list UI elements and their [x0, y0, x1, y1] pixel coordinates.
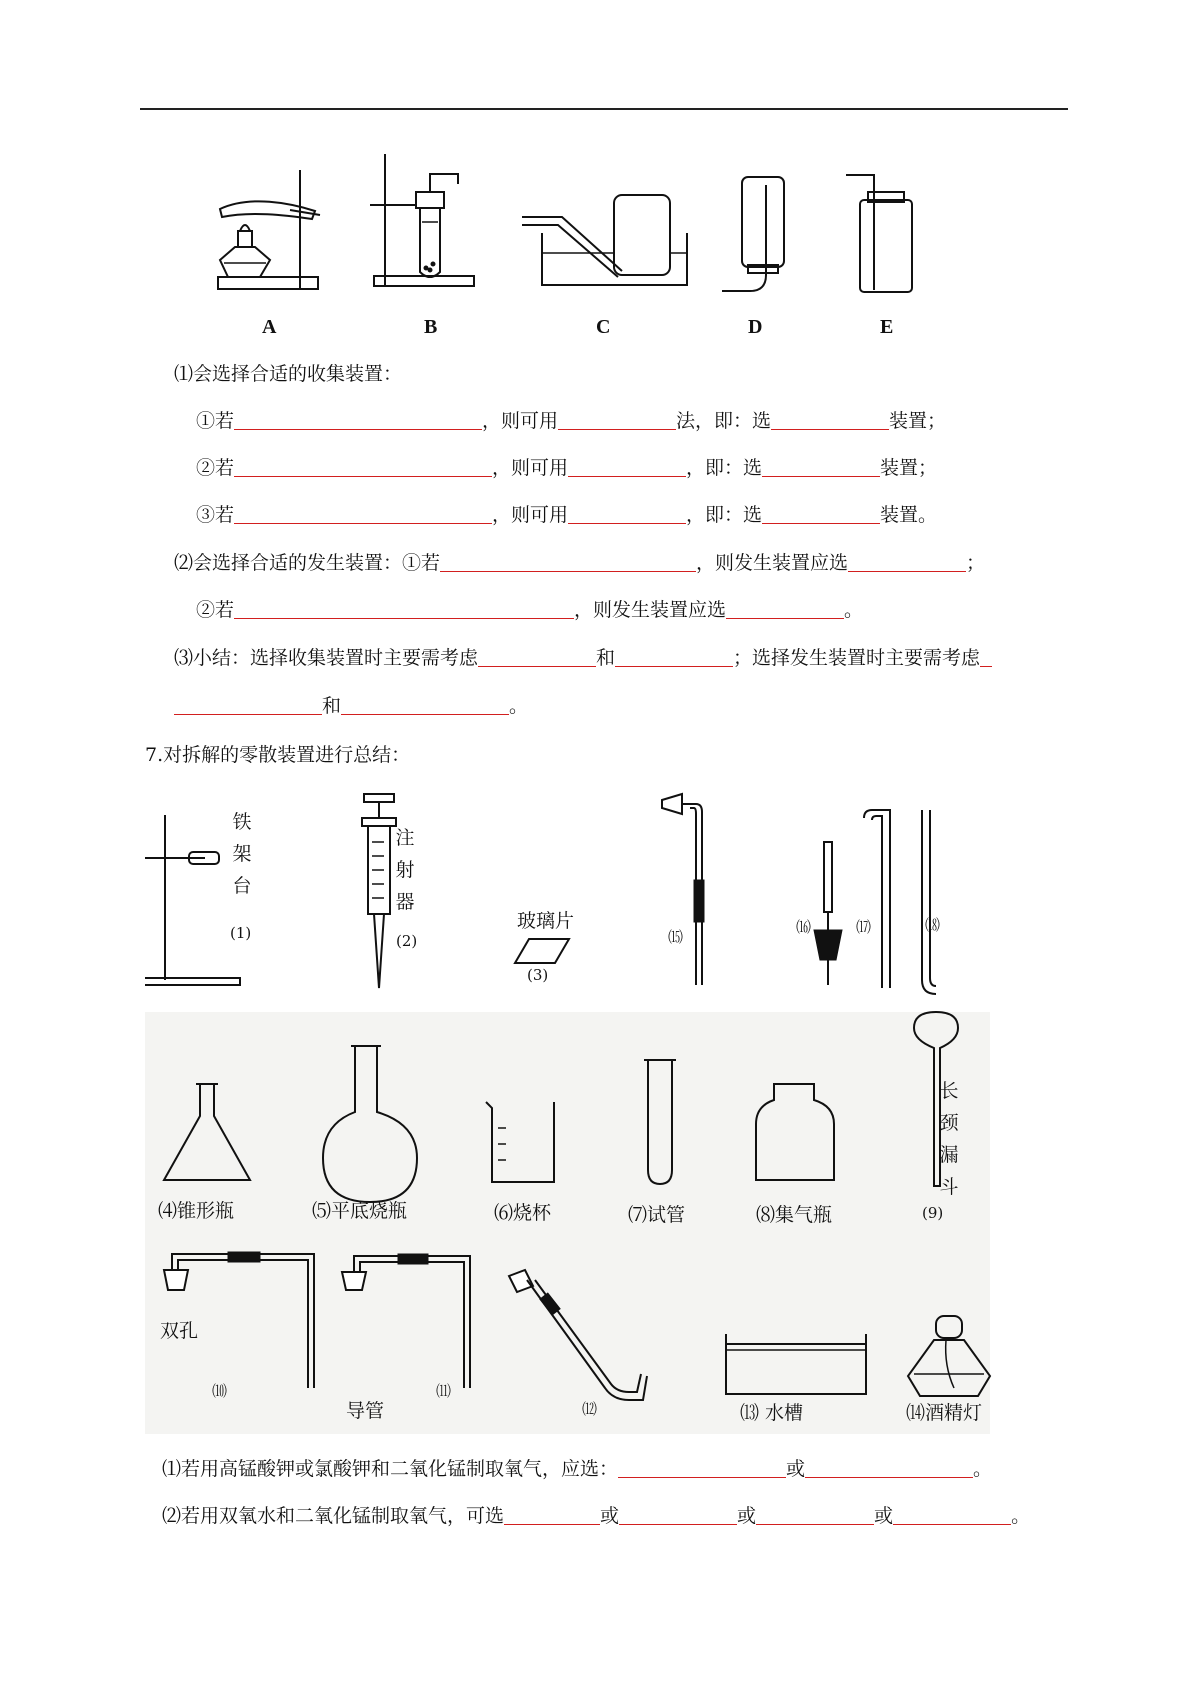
q6-part2b-a: ②若 — [196, 599, 235, 621]
q6-part3-blank3b[interactable] — [174, 694, 322, 715]
test-tube-label: ⑺试管 — [628, 1204, 686, 1226]
glass-slide-figure — [513, 937, 573, 967]
gas-jar-label: ⑻集气瓶 — [756, 1204, 833, 1226]
q7-answer1-b: 或 — [786, 1458, 806, 1480]
apparatus-c-figure — [522, 185, 692, 295]
q6-row1-b: ，则可用 — [482, 410, 559, 432]
item-17-num: ⒄ — [856, 918, 872, 936]
syringe-label: 注射器 — [395, 827, 415, 913]
conical-flask-figure — [158, 1080, 258, 1190]
q6-row2-blank2[interactable] — [568, 456, 686, 477]
q7-answer2 — [162, 1503, 1030, 1529]
q6-part3b — [174, 693, 528, 719]
bent-tube-18-figure — [912, 808, 952, 998]
stopper-16-figure — [810, 840, 850, 990]
q6-part2-c: ； — [966, 552, 986, 574]
q6-row1-blank2[interactable] — [558, 409, 676, 430]
q6-row2 — [196, 455, 937, 481]
q6-row3-d: 装置。 — [880, 504, 938, 526]
apparatus-d-figure — [722, 175, 792, 295]
q6-part3b-b: 。 — [509, 695, 529, 717]
q6-part3-blank2[interactable] — [615, 646, 733, 667]
apparatus-label-a: A — [262, 316, 277, 338]
q6-part2b — [196, 597, 863, 623]
gas-jar-figure — [752, 1080, 842, 1190]
q6-row3-c: ，即：选 — [686, 504, 763, 526]
q6-row1-blank3[interactable] — [771, 409, 889, 430]
q7-answer2-b: 或 — [600, 1505, 620, 1527]
iron-stand-label: 铁架台 — [232, 811, 252, 897]
q6-row2-a: ②若 — [196, 457, 235, 479]
q6-part2-blank1[interactable] — [440, 551, 696, 572]
item-12-num: ⑿ — [582, 1400, 598, 1418]
q6-row3-blank2[interactable] — [568, 503, 686, 524]
bent-tube-17-figure — [860, 808, 900, 993]
q6-part2 — [174, 550, 985, 576]
water-trough-label: ⒀ 水槽 — [740, 1402, 804, 1424]
q6-row1 — [196, 408, 946, 434]
glass-slide-label: 玻璃片 — [517, 910, 575, 932]
q6-part3-blank1[interactable] — [478, 646, 596, 667]
q7-answer2-blank3[interactable] — [756, 1504, 874, 1525]
double-hole-label: 双孔 — [160, 1320, 199, 1342]
q6-row2-d: 装置； — [880, 457, 938, 479]
q7-answer2-c: 或 — [737, 1505, 757, 1527]
q6-row3-blank1[interactable] — [234, 503, 492, 524]
bent-delivery-tube-figure — [505, 1268, 655, 1408]
q6-part2-blank2[interactable] — [848, 551, 966, 572]
q6-row1-d: 装置； — [889, 410, 947, 432]
beaker-figure — [484, 1098, 564, 1188]
apparatus-label-d: D — [748, 316, 763, 338]
item-18-num: ⒅ — [925, 916, 941, 934]
q6-row3 — [196, 502, 937, 528]
apparatus-label-c: C — [596, 316, 611, 338]
q7-answer2-blank2[interactable] — [619, 1504, 737, 1525]
funnel-num: (9) — [922, 1204, 944, 1222]
q7-answer1-a: ⑴若用高锰酸钾或氯酸钾和二氧化锰制取氧气，应选： — [162, 1458, 619, 1480]
iron-stand-figure — [145, 810, 245, 990]
q7-answer2-e: 。 — [1011, 1505, 1031, 1527]
test-tube-figure — [640, 1058, 680, 1188]
q6-row1-blank1[interactable] — [234, 409, 482, 430]
q6-part2b-b: ，则发生装置应选 — [574, 599, 727, 621]
q6-part3b-a: 和 — [322, 695, 342, 717]
apparatus-b-figure — [370, 152, 480, 292]
q6-part2-a: ⑵会选择合适的发生装置：①若 — [174, 552, 441, 574]
q6-row2-blank3[interactable] — [762, 456, 880, 477]
single-hole-stopper-tube-figure — [338, 1250, 478, 1390]
q7-answer1-blank2[interactable] — [805, 1457, 973, 1478]
funnel-label: 长颈漏斗 — [939, 1080, 959, 1198]
q6-part3-c: ；选择发生装置时主要需考虑 — [733, 647, 981, 669]
q6-part2b-c: 。 — [844, 599, 864, 621]
iron-stand-num: (1) — [230, 924, 252, 942]
q6-part2b-blank2[interactable] — [726, 598, 844, 619]
water-trough-figure — [722, 1330, 872, 1400]
q7-answer2-blank4[interactable] — [893, 1504, 1011, 1525]
q6-row2-b: ，则可用 — [492, 457, 569, 479]
item-15-num: ⒂ — [668, 928, 684, 946]
item-11-num: ⑾ — [436, 1382, 452, 1400]
q7-answer1-blank1[interactable] — [618, 1457, 786, 1478]
header-rule — [140, 108, 1068, 110]
q7-answer1 — [162, 1456, 992, 1482]
q6-row3-a: ③若 — [196, 504, 235, 526]
q7-answer2-blank1[interactable] — [504, 1504, 600, 1525]
q6-part2-b: ，则发生装置应选 — [696, 552, 849, 574]
flat-flask-figure — [315, 1042, 425, 1212]
item-16-num: ⒃ — [796, 918, 812, 936]
stopper-tube-15-figure — [660, 790, 720, 990]
beaker-label: ⑹烧杯 — [494, 1202, 552, 1224]
q6-row2-c: ，即：选 — [686, 457, 763, 479]
alcohol-lamp-figure — [906, 1310, 996, 1400]
item-10-num: ⑽ — [212, 1382, 228, 1400]
q6-row1-a: ①若 — [196, 410, 235, 432]
apparatus-a-figure — [210, 165, 330, 295]
q6-part3-b: 和 — [596, 647, 616, 669]
syringe-num: (2) — [396, 932, 418, 950]
alcohol-lamp-label: ⒁酒精灯 — [906, 1402, 983, 1424]
conical-flask-label: ⑷锥形瓶 — [158, 1200, 235, 1222]
q6-part3-blank3a[interactable] — [980, 646, 992, 667]
glass-slide-num: (3) — [527, 966, 549, 984]
q7-answer2-d: 或 — [874, 1505, 894, 1527]
apparatus-e-figure — [846, 170, 926, 295]
q6-part3 — [174, 645, 992, 671]
q6-row2-blank1[interactable] — [234, 456, 492, 477]
q7-title: 7.对拆解的零散装置进行总结： — [145, 744, 411, 766]
apparatus-label-b: B — [424, 316, 438, 338]
q6-row1-c: 法，即：选 — [676, 410, 772, 432]
q7-answer1-c: 。 — [973, 1458, 993, 1480]
q6-part2b-blank1[interactable] — [234, 598, 574, 619]
apparatus-label-e: E — [880, 316, 894, 338]
q7-answer2-a: ⑵若用双氧水和二氧化锰制取氧气，可选 — [162, 1505, 505, 1527]
q6-row3-blank3[interactable] — [762, 503, 880, 524]
q6-part1-intro: ⑴会选择合适的收集装置： — [174, 363, 403, 385]
tube-label: 导管 — [346, 1400, 385, 1422]
q6-part3-blank4[interactable] — [341, 694, 509, 715]
flat-flask-label: ⑸平底烧瓶 — [312, 1200, 408, 1222]
q6-part3-a: ⑶小结：选择收集装置时主要需考虑 — [174, 647, 479, 669]
q6-row3-b: ，则可用 — [492, 504, 569, 526]
